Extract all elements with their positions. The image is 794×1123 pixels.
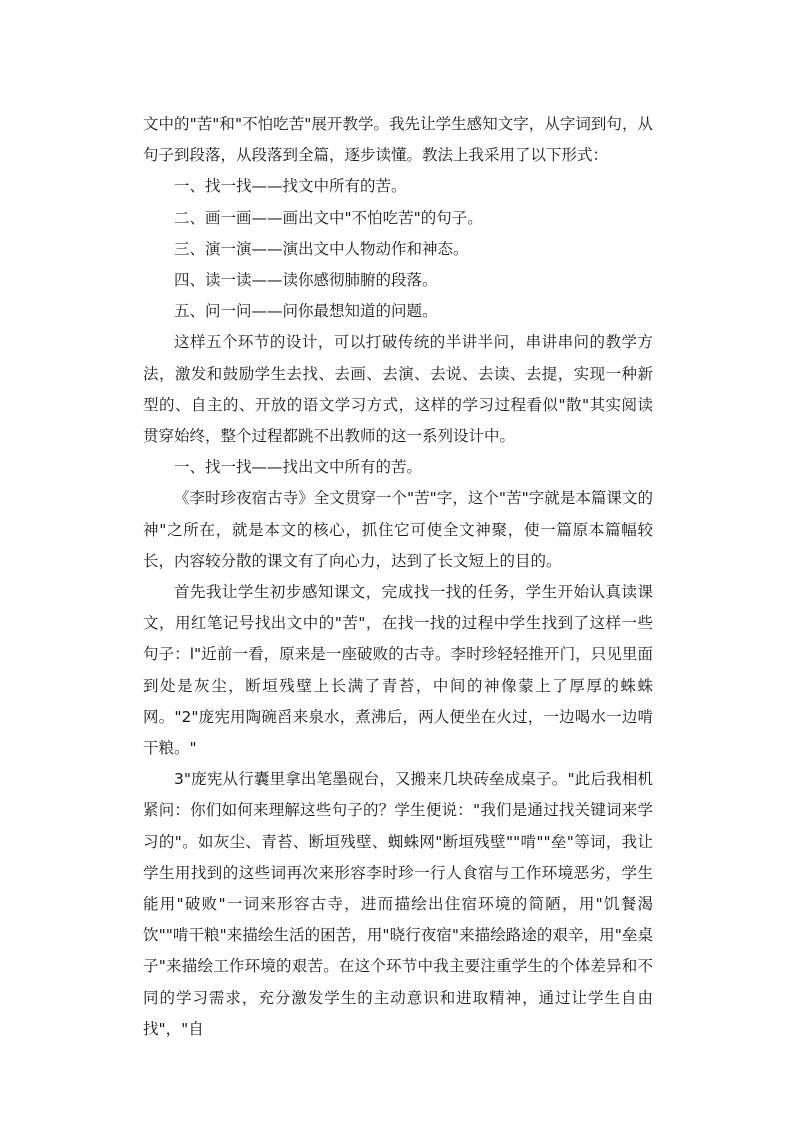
paragraph-discussion: 3"庞宪从行囊里拿出笔墨砚台，又搬来几块砖垒成桌子。"此后我相机紧问：你们如何来理解这些句子的？学生便说："我们是通过找关键词来学习的"。如灰尘、青苔、断垣残壁、蜘蛛网"断垣残壁""啃""垒"等词，我让学生用找到的这些词再次来形容李时珍一行人食宿与工作环境恶劣，学生能用"破败"一词来形容古寺，进而描绘出住宿环境的简陋，用"饥餐渴饮""啃干粮"来描绘生活的困苦，用"晓行夜宿"来描绘路途的艰辛，用"垒桌子"来描绘工作环境的艰苦。在这个环节中我主要注重学生的个体差异和不同的学习需求，充分激发学生的主动意识和进取精神，通过让学生自由找"，"自: [143, 770, 653, 1038]
paragraph-design-summary: 这样五个环节的设计，可以打破传统的半讲半问，串讲串问的教学方法，激发和鼓励学生去找、去画、去演、去说、去读、去提，实现一种新型的、自主的、开放的语文学习方式，这样的学习过程看似"散"其实阅读贯穿始终，整个过程都跳不出教师的这一系列设计中。: [143, 333, 653, 446]
method-step-draw: 二、画一画——画出文中"不怕吃苦"的句子。: [174, 208, 483, 227]
document-page: [143, 109, 653, 1045]
paragraph-sentences: 首先我让学生初步感知课文，完成找一找的任务，学生开始认真读课文，用红笔记号找出文中的"苦"，在找一找的过程中学生找到了这样一些句子：l"近前一看，原来是一座破败的古寺。李时珍轻轻推开门，只见里面到处是灰尘，断垣残壁上长满了青苔，中间的神像蒙上了厚厚的蛛蛛网。"2"庞宪用陶碗舀来泉水，煮沸后，两人便坐在火过，一边喝水一边啃干粮。": [143, 583, 653, 758]
paragraph-intro: 文中的"苦"和"不怕吃苦"展开教学。我先让学生感知文字，从字词到句，从句子到段落，从段落到全篇，逐步读懂。教法上我采用了以下形式：: [143, 115, 653, 165]
method-step-find: 一、找一找——找文中所有的苦。: [174, 177, 407, 196]
method-step-act: 三、演一演——演出文中人物动作和神态。: [174, 239, 469, 258]
paragraph-theme: 《李时珍夜宿古寺》全文贯穿一个"苦"字，这个"苦"字就是本篇课文的神"之所在，就是本文的核心，抓住它可使全文神聚，使一篇原本篇幅较长，内容较分散的课文有了向心力，达到了长文短上的目的。: [143, 489, 653, 570]
method-step-read: 四、读一读——读你感彻肺腑的段落。: [174, 271, 438, 290]
method-step-ask: 五、问一问——问你最想知道的问题。: [174, 302, 438, 321]
section-heading-find: 一、找一找——找出文中所有的苦。: [174, 458, 423, 477]
